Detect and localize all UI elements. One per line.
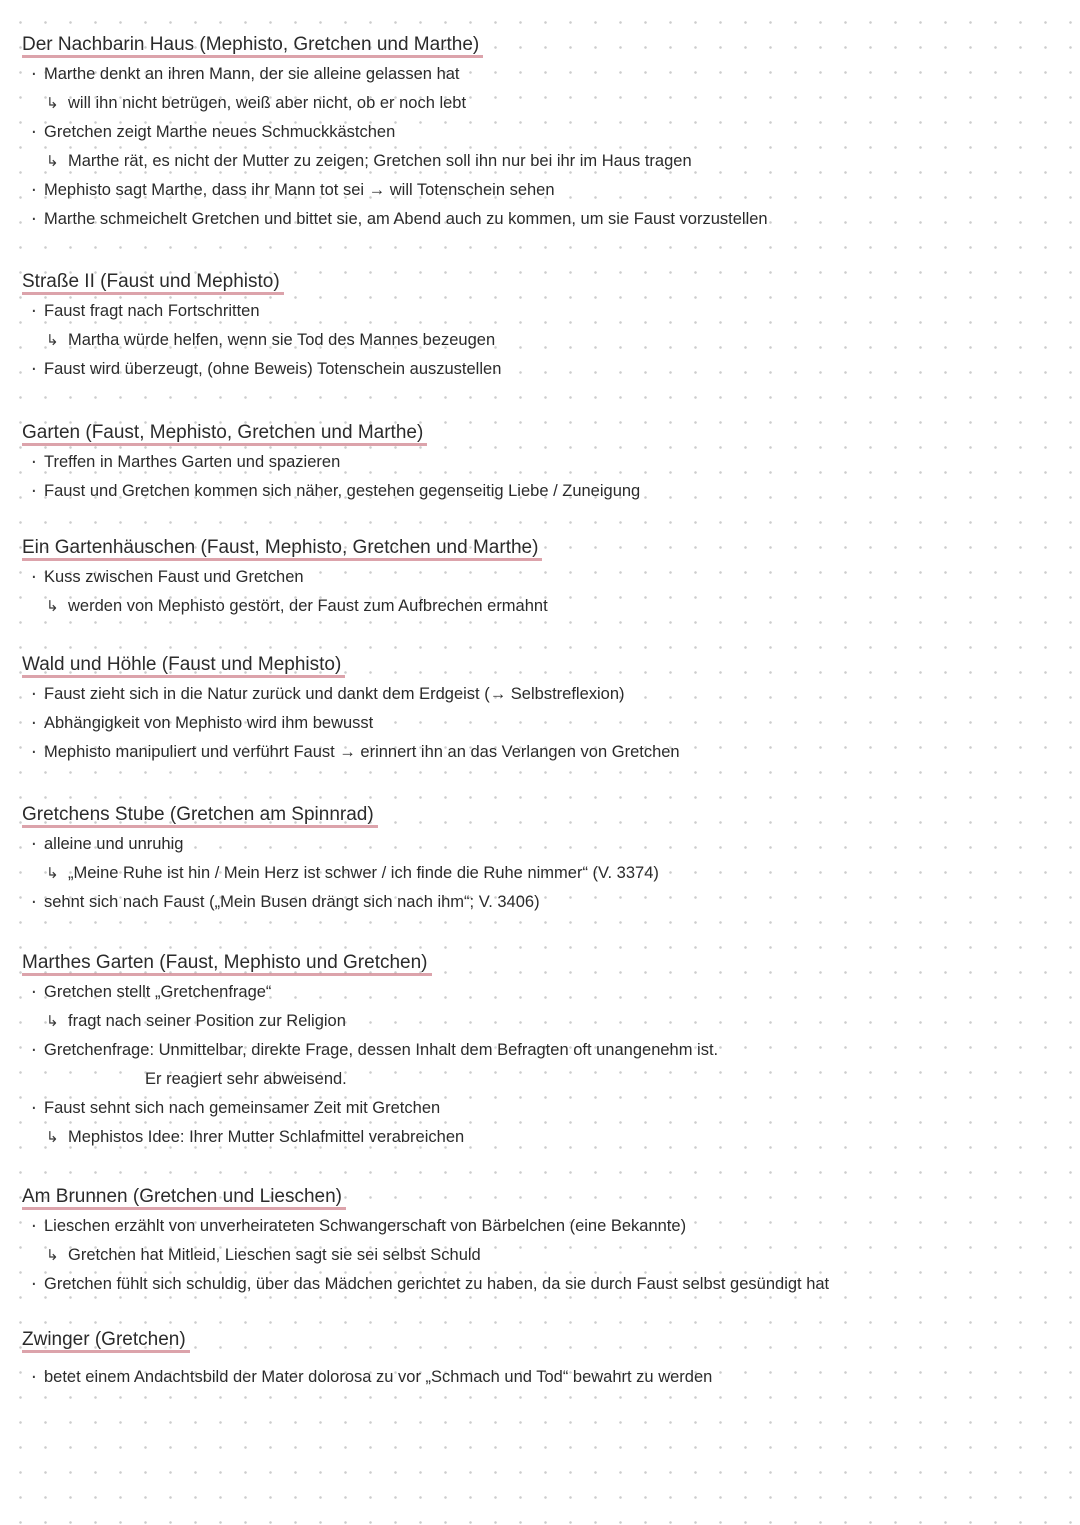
sub-arrow-icon xyxy=(46,1007,59,1036)
bullet-dot-icon xyxy=(31,477,37,506)
section-heading xyxy=(0,418,1080,448)
section-wald-und-hoehle xyxy=(0,650,1080,767)
note-text: betet einem Andachtsbild der Mater dolorosa zu vor „Schmach und Tod“ bewahrt zu werden xyxy=(44,1368,713,1386)
note-bullet xyxy=(0,176,1080,205)
note-text: Treffen in Marthes Garten und spazieren xyxy=(44,453,341,471)
note-bullet xyxy=(0,118,1080,147)
note-sub-point xyxy=(0,326,1080,355)
section-heading xyxy=(0,1325,1080,1355)
note-sub-point xyxy=(0,859,1080,888)
note-text: Gretchenfrage: Unmittelbar, direkte Frage, dessen Inhalt dem Befragten oft unangenehm ist. xyxy=(44,1041,719,1059)
note-text: Faust wird überzeugt, (ohne Beweis) Totenschein auszustellen xyxy=(44,360,502,378)
note-text: sehnt sich nach Faust („Mein Busen drängt sich nach ihm“; V. 3406) xyxy=(44,893,540,911)
bullet-dot-icon xyxy=(31,448,37,477)
note-bullet xyxy=(0,297,1080,326)
section-heading-text: Marthes Garten (Faust, Mephisto und Gretchen) xyxy=(22,952,432,976)
section-heading xyxy=(0,533,1080,563)
bullet-dot-icon xyxy=(31,118,37,147)
bullet-dot-icon xyxy=(31,563,37,592)
section-heading-text: Der Nachbarin Haus (Mephisto, Gretchen und Marthe) xyxy=(22,34,483,58)
note-text: Mephisto manipuliert und verführt Faust → erinnert ihn an das Verlangen von Gretchen xyxy=(44,743,680,761)
note-text: Gretchen zeigt Marthe neues Schmuckkästchen xyxy=(44,123,396,141)
bullet-dot-icon xyxy=(31,297,37,326)
note-continuation xyxy=(0,1065,1080,1094)
section-heading-text: Ein Gartenhäuschen (Faust, Mephisto, Gretchen und Marthe) xyxy=(22,537,542,561)
note-sub-point xyxy=(0,89,1080,118)
note-text: will ihn nicht betrügen, weiß aber nicht, ob er noch lebt xyxy=(68,94,467,112)
section-der-nachbarin-haus xyxy=(0,30,1080,234)
note-bullet xyxy=(0,448,1080,477)
note-bullet xyxy=(0,1036,1080,1065)
note-text: Marthe denkt an ihren Mann, der sie alleine gelassen hat xyxy=(44,65,460,83)
note-sub-point xyxy=(0,1007,1080,1036)
section-heading-text: Garten (Faust, Mephisto, Gretchen und Marthe) xyxy=(22,422,427,446)
bullet-dot-icon xyxy=(31,355,37,384)
section-heading xyxy=(0,948,1080,978)
section-heading xyxy=(0,1182,1080,1212)
section-ein-gartenhaeuschen xyxy=(0,533,1080,621)
note-sub-point xyxy=(0,147,1080,176)
note-text: Martha würde helfen, wenn sie Tod des Mannes bezeugen xyxy=(68,331,496,349)
sub-arrow-icon xyxy=(46,1241,59,1270)
note-text: fragt nach seiner Position zur Religion xyxy=(68,1012,346,1030)
note-text: Marthe schmeichelt Gretchen und bittet sie, am Abend auch zu kommen, um sie Faust vorzustellen xyxy=(44,210,768,228)
note-text: werden von Mephisto gestört, der Faust zum Aufbrechen ermahnt xyxy=(68,597,548,615)
note-bullet xyxy=(0,680,1080,709)
bullet-dot-icon xyxy=(31,1212,37,1241)
note-text: Faust und Gretchen kommen sich näher, gestehen gegenseitig Liebe / Zuneigung xyxy=(44,482,641,500)
note-sub-point xyxy=(0,1241,1080,1270)
bullet-dot-icon xyxy=(31,1036,37,1065)
note-text: Kuss zwischen Faust und Gretchen xyxy=(44,568,304,586)
note-text: Lieschen erzählt von unverheirateten Schwangerschaft von Bärbelchen (eine Bekannte) xyxy=(44,1217,687,1235)
section-heading xyxy=(0,650,1080,680)
section-heading xyxy=(0,800,1080,830)
bullet-dot-icon xyxy=(31,830,37,859)
section-heading-text: Wald und Höhle (Faust und Mephisto) xyxy=(22,654,345,678)
bullet-dot-icon xyxy=(31,60,37,89)
note-bullet xyxy=(0,888,1080,917)
section-heading-text: Gretchens Stube (Gretchen am Spinnrad) xyxy=(22,804,378,828)
section-heading-text: Zwinger (Gretchen) xyxy=(22,1329,190,1353)
section-marthes-garten xyxy=(0,948,1080,1152)
note-bullet xyxy=(0,563,1080,592)
note-text: Abhängigkeit von Mephisto wird ihm bewusst xyxy=(44,714,374,732)
note-text: Mephistos Idee: Ihrer Mutter Schlafmittel verabreichen xyxy=(68,1128,465,1146)
note-text: Er reagiert sehr abweisend. xyxy=(145,1070,347,1088)
note-bullet xyxy=(0,477,1080,506)
note-bullet xyxy=(0,60,1080,89)
bullet-dot-icon xyxy=(31,1094,37,1123)
note-bullet xyxy=(0,1212,1080,1241)
sub-arrow-icon xyxy=(46,326,59,355)
bullet-dot-icon xyxy=(31,1363,37,1392)
section-heading-text: Straße II (Faust und Mephisto) xyxy=(22,271,284,295)
note-text: Faust fragt nach Fortschritten xyxy=(44,302,260,320)
section-heading xyxy=(0,267,1080,297)
note-text: Gretchen hat Mitleid, Lieschen sagt sie sei selbst Schuld xyxy=(68,1246,481,1264)
sub-arrow-icon xyxy=(46,1123,59,1152)
section-gretchens-stube xyxy=(0,800,1080,917)
sub-arrow-icon xyxy=(46,147,59,176)
section-heading-text: Am Brunnen (Gretchen und Lieschen) xyxy=(22,1186,346,1210)
bullet-dot-icon xyxy=(31,738,37,767)
section-zwinger xyxy=(0,1325,1080,1392)
note-text: Gretchen fühlt sich schuldig, über das Mädchen gerichtet zu haben, da sie durch Faust selbst gesündigt hat xyxy=(44,1275,830,1293)
note-text: Faust zieht sich in die Natur zurück und dankt dem Erdgeist (→ Selbstreflexion) xyxy=(44,685,625,703)
note-bullet xyxy=(0,1270,1080,1299)
note-bullet xyxy=(0,709,1080,738)
bullet-dot-icon xyxy=(31,888,37,917)
note-bullet xyxy=(0,205,1080,234)
section-am-brunnen xyxy=(0,1182,1080,1299)
note-bullet xyxy=(0,1094,1080,1123)
note-text: Gretchen stellt „Gretchenfrage“ xyxy=(44,983,272,1001)
note-bullet xyxy=(0,978,1080,1007)
bullet-dot-icon xyxy=(31,176,37,205)
bullet-dot-icon xyxy=(31,205,37,234)
sub-arrow-icon xyxy=(46,859,59,888)
note-sub-point xyxy=(0,1123,1080,1152)
note-bullet xyxy=(0,830,1080,859)
bullet-dot-icon xyxy=(31,680,37,709)
sub-arrow-icon xyxy=(46,592,59,621)
bullet-dot-icon xyxy=(31,978,37,1007)
bullet-dot-icon xyxy=(31,709,37,738)
section-garten xyxy=(0,418,1080,506)
bullet-dot-icon xyxy=(31,1270,37,1299)
sub-arrow-icon xyxy=(46,89,59,118)
note-bullet xyxy=(0,738,1080,767)
note-text: Mephisto sagt Marthe, dass ihr Mann tot sei → will Totenschein sehen xyxy=(44,181,555,199)
note-text: Faust sehnt sich nach gemeinsamer Zeit mit Gretchen xyxy=(44,1099,441,1117)
note-sub-point xyxy=(0,592,1080,621)
note-text: Marthe rät, es nicht der Mutter zu zeigen; Gretchen soll ihn nur bei ihr im Haus tragen xyxy=(68,152,692,170)
section-strasse-ii xyxy=(0,267,1080,384)
section-heading xyxy=(0,30,1080,60)
note-bullet xyxy=(0,1363,1080,1392)
note-text: „Meine Ruhe ist hin / Mein Herz ist schwer / ich finde die Ruhe nimmer“ (V. 3374) xyxy=(68,864,659,882)
note-text: alleine und unruhig xyxy=(44,835,184,853)
note-bullet xyxy=(0,355,1080,384)
